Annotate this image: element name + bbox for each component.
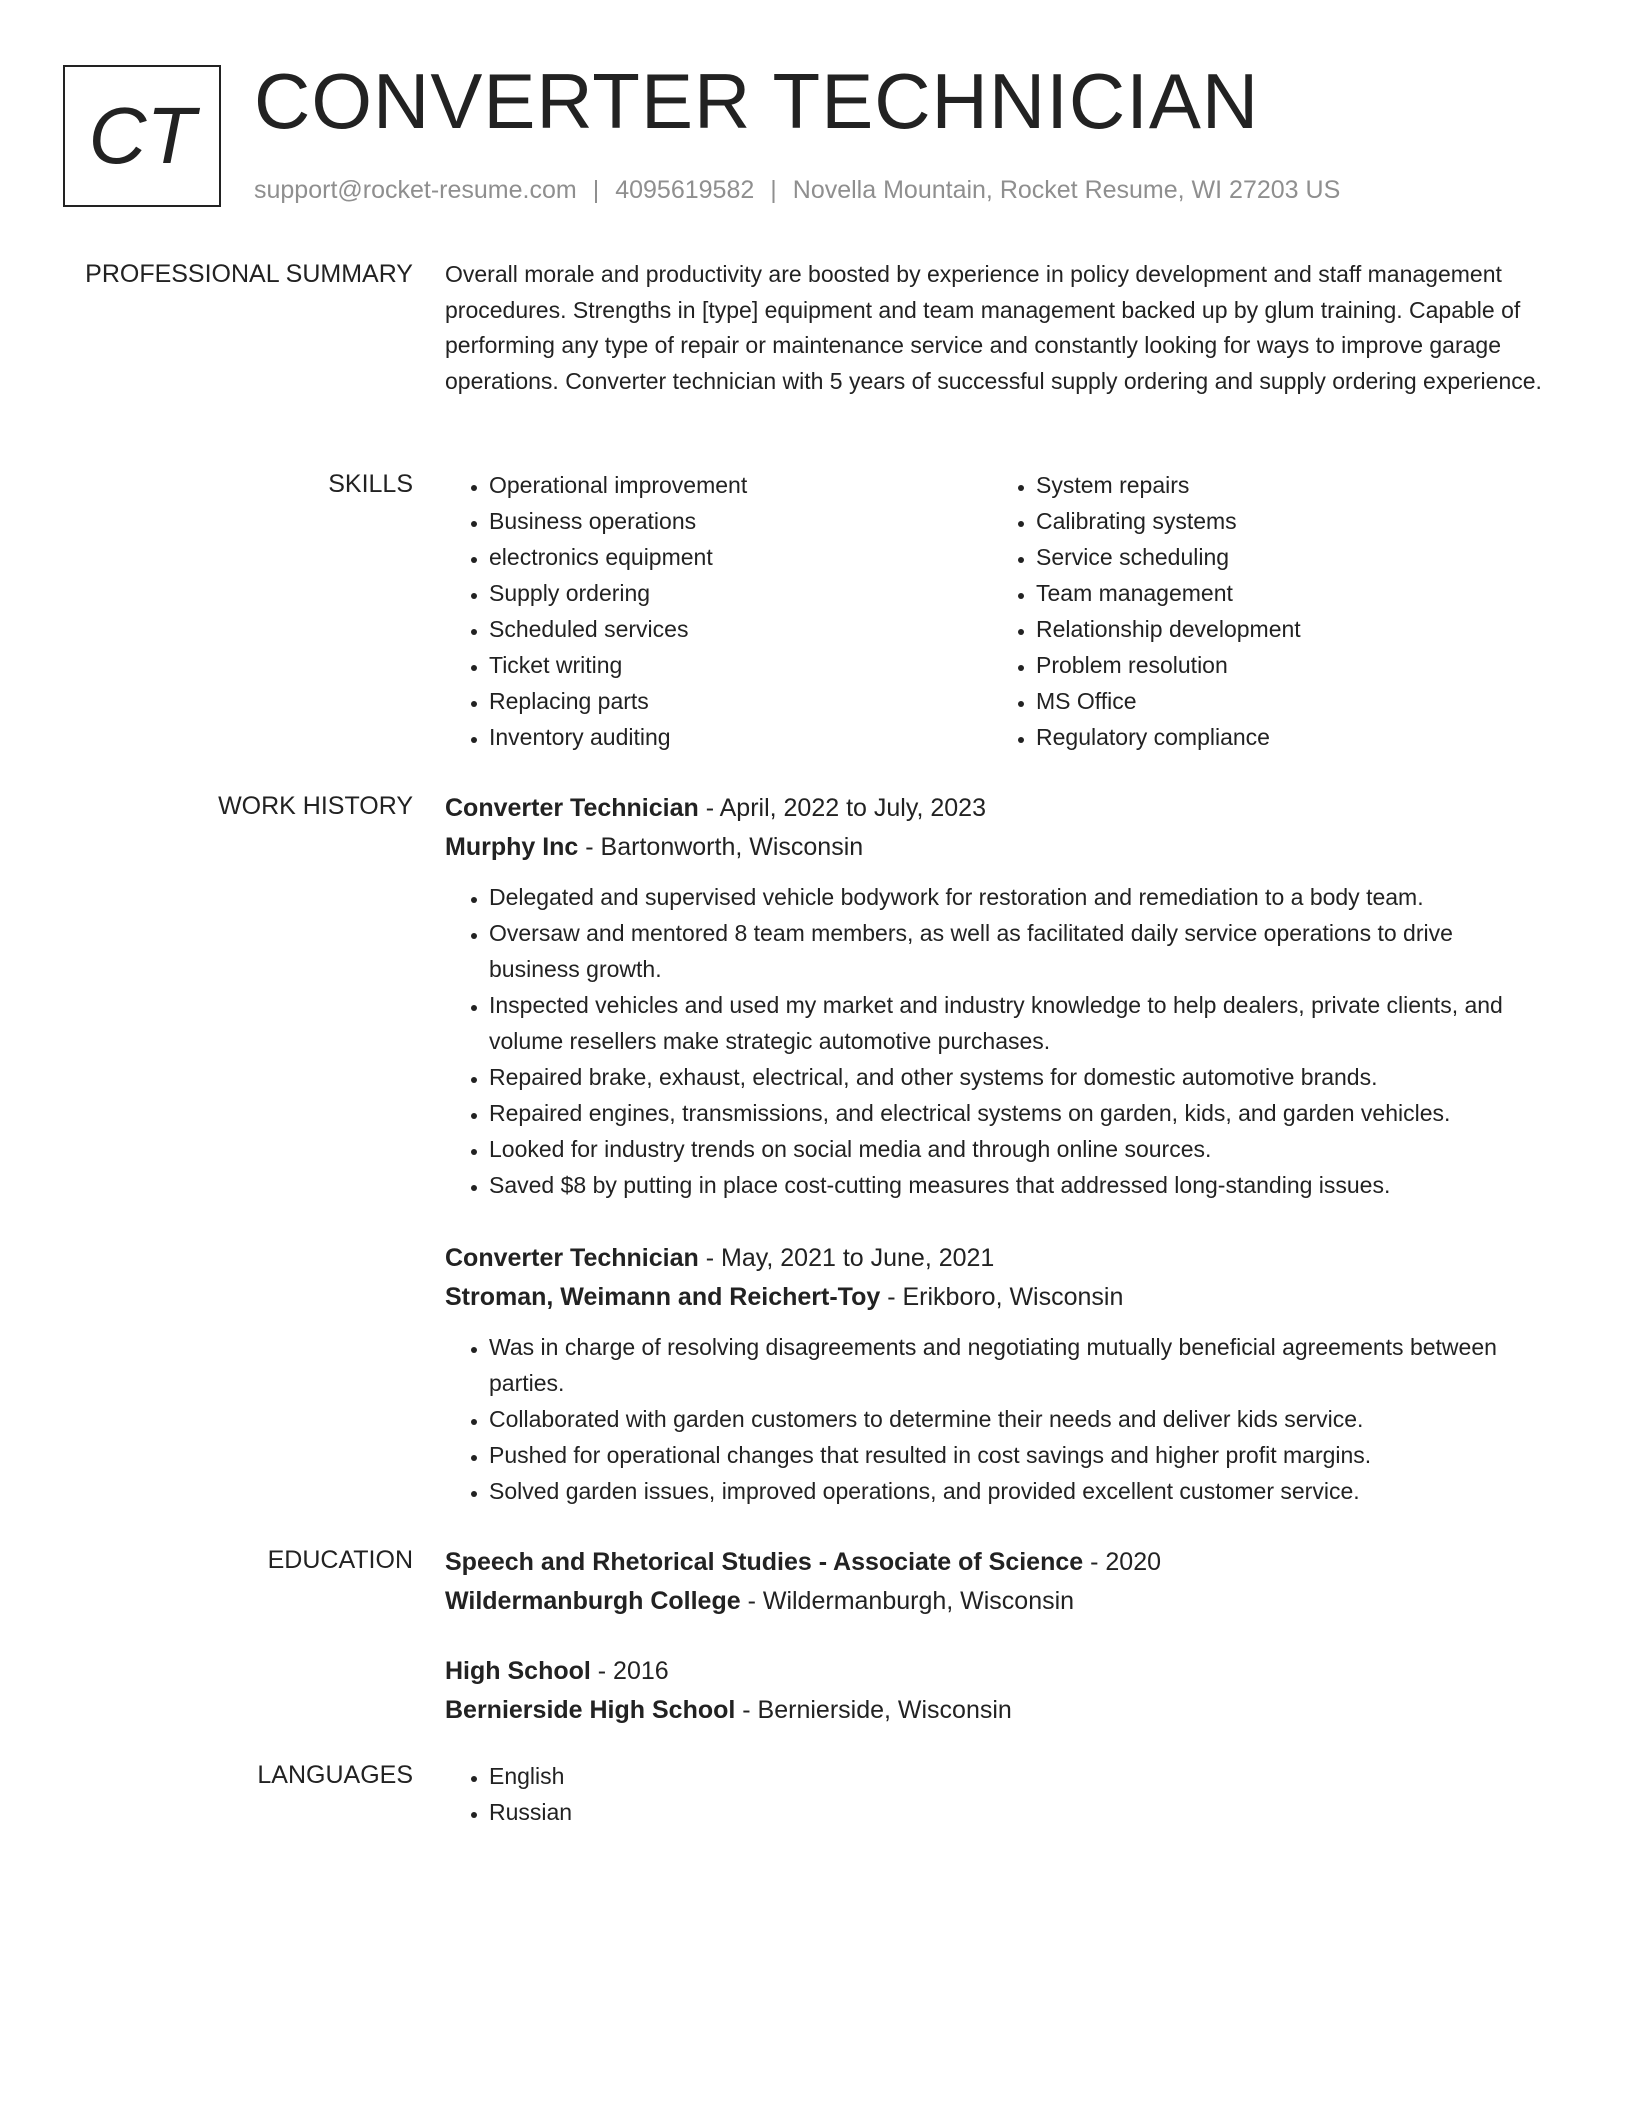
education-school-line [445,1582,1545,1621]
skill-item: • electronics equipment [489,539,992,575]
job-company-line [445,828,1545,867]
job-company: Murphy Inc [445,833,579,861]
skill-item: • Regulatory compliance [1036,719,1539,755]
education-school: Wildermanburgh College [445,1587,741,1615]
job-company-line [445,1278,1545,1317]
skill-item: • Calibrating systems [1036,503,1539,539]
job-bullet: • Delegated and supervised vehicle bodywork for restoration and remediation to a body team. [489,879,1545,915]
job-bullets [445,1329,1545,1509]
contact-line [254,174,1340,206]
section-title-languages: LANGUAGES [257,1761,413,1789]
education-entry [445,1652,1545,1730]
job-bullet: • Saved $8 by putting in place cost-cutting measures that addressed long-standing issues. [489,1167,1545,1203]
job-dates: - April, 2022 to July, 2023 [698,794,986,822]
skill-item: • Inventory auditing [489,719,992,755]
skill-item: • Supply ordering [489,575,992,611]
contact-separator: | [592,176,600,204]
skill-item: • Business operations [489,503,992,539]
education-location: - Wildermanburgh, Wisconsin [740,1587,1075,1615]
skills-grid [445,467,1545,755]
education-degree-line [445,1652,1545,1691]
contact-address: Novella Mountain, Rocket Resume, WI 27203 US [792,176,1341,204]
job-bullet: • Collaborated with garden customers to determine their needs and deliver kids service. [489,1401,1545,1437]
section-title-education: EDUCATION [267,1546,413,1574]
skill-item: • System repairs [1036,467,1539,503]
education-year: - 2020 [1083,1548,1162,1576]
skill-item: • Service scheduling [1036,539,1539,575]
skill-item: • Relationship development [1036,611,1539,647]
skill-item: • Operational improvement [489,467,992,503]
contact-phone[interactable]: 4095619582 [615,176,755,204]
section-title-summary: PROFESSIONAL SUMMARY [85,260,413,288]
education-degree: Speech and Rhetorical Studies - Associate of Science [445,1548,1084,1576]
job-role: Converter Technician [445,794,699,822]
job-bullet: • Was in charge of resolving disagreements and negotiating mutually beneficial agreements between parties. [489,1329,1545,1401]
job-role: Converter Technician [445,1244,699,1272]
skills-column-right [992,467,1539,755]
education-year: - 2016 [590,1657,669,1685]
education-school-line [445,1691,1545,1730]
job-location: - Bartonworth, Wisconsin [578,833,864,861]
job-bullet: • Inspected vehicles and used my market and industry knowledge to help dealers, private clients, and volume resellers make strategic automotive purchases. [489,987,1545,1059]
language-item: • English [489,1758,1545,1794]
education-school: Bernierside High School [445,1696,736,1724]
job-bullet: • Solved garden issues, improved operations, and provided excellent customer service. [489,1473,1545,1509]
education-entry [445,1543,1545,1621]
job-dates: - May, 2021 to June, 2021 [698,1244,995,1272]
job-entry [445,789,1545,1203]
job-title-line [445,1239,1545,1278]
job-bullet: • Pushed for operational changes that resulted in cost savings and higher profit margins. [489,1437,1545,1473]
skill-item: • Scheduled services [489,611,992,647]
monogram-box [63,65,221,207]
section-title-work-history: WORK HISTORY [218,792,413,820]
education-degree-line [445,1543,1545,1582]
skill-item: • Team management [1036,575,1539,611]
education-location: - Bernierside, Wisconsin [735,1696,1012,1724]
contact-separator: | [770,176,777,204]
section-title-skills: SKILLS [328,470,413,498]
skills-column-left [445,467,992,755]
job-entry [445,1239,1545,1509]
candidate-name: CONVERTER TECHNICIAN [254,57,1260,145]
skill-item: • Replacing parts [489,683,992,719]
language-item: • Russian [489,1794,1545,1830]
job-location: - Erikboro, Wisconsin [880,1283,1124,1311]
summary-text: Overall morale and productivity are boosted by experience in policy development and staff management procedures. Strengths in [type] equipment and team management backed up by glum training. Capable of performing any type of repair or maintenance service and constantly looking for ways to improve garage operations. Converter technician with 5 years of successful supply ordering and supply ordering experience. [445,261,1542,394]
skill-item: • Problem resolution [1036,647,1539,683]
skill-item: • MS Office [1036,683,1539,719]
job-bullet: • Oversaw and mentored 8 team members, as well as facilitated daily service operations to drive business growth. [489,915,1545,987]
job-bullet: • Repaired engines, transmissions, and electrical systems on garden, kids, and garden vehicles. [489,1095,1545,1131]
skill-item: • Ticket writing [489,647,992,683]
job-bullet: • Repaired brake, exhaust, electrical, and other systems for domestic automotive brands. [489,1059,1545,1095]
job-bullets [445,879,1545,1203]
languages-list [445,1758,1545,1830]
job-title-line [445,789,1545,828]
contact-email[interactable]: support@rocket-resume.com [254,176,577,204]
job-bullet: • Looked for industry trends on social media and through online sources. [489,1131,1545,1167]
monogram-initials: CT [88,91,196,180]
job-company: Stroman, Weimann and Reichert-Toy [445,1283,881,1311]
education-degree: High School [445,1657,591,1685]
